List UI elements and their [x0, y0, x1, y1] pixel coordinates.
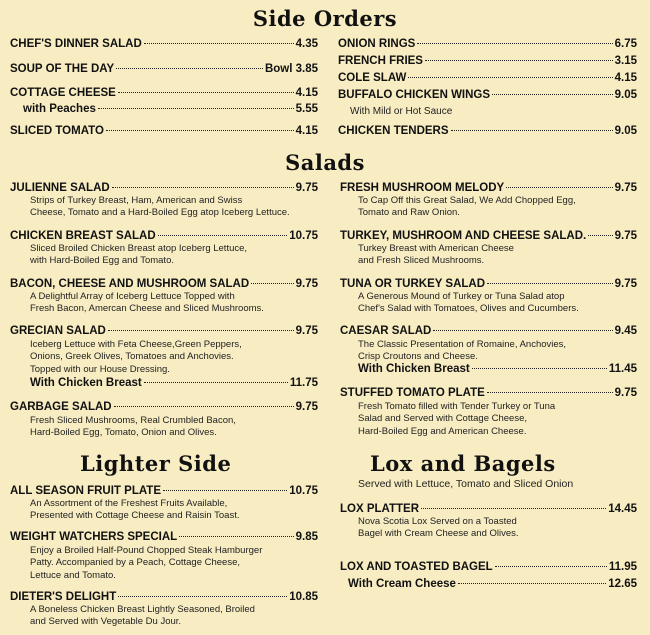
item-description: Fresh Tomato filled with Tender Turkey or Tuna Salad and Served with Cottage Cheese, Hard-Boiled Egg and American Cheese. [358, 401, 556, 437]
item-name: FRENCH FRIES [338, 55, 423, 67]
leader-dots [144, 43, 294, 44]
item-name: With Cream Cheese [348, 578, 456, 590]
menu-item [340, 182, 637, 194]
item-name: ONION RINGS [338, 38, 416, 50]
item-name: CAESAR SALAD [340, 325, 432, 337]
item-description: A Delightful Array of Iceberg Lettuce Topped with Fresh Bacon, Amercan Cheese and Sliced Mushrooms. [30, 291, 264, 315]
leader-dots [433, 330, 612, 331]
item-name: GARBAGE SALAD [10, 401, 112, 413]
item-name: CHICKEN BREAST SALAD [10, 230, 156, 242]
item-description: The Classic Presentation of Romaine, Anchovies, Crisp Croutons and Cheese. [358, 339, 567, 363]
item-price: 9.75 [295, 325, 318, 337]
item-name: GRECIAN SALAD [10, 325, 106, 337]
item-price: 5.55 [295, 103, 318, 115]
item-name: TUNA OR TURKEY SALAD [340, 278, 486, 290]
item-price: 9.85 [295, 531, 318, 543]
leader-dots [506, 187, 612, 188]
menu-item [340, 387, 637, 399]
item-name: TURKEY, MUSHROOM AND CHEESE SALAD. [340, 230, 587, 242]
menu-item [10, 278, 318, 290]
item-name: STUFFED TOMATO PLATE [340, 387, 485, 399]
leader-dots [492, 94, 613, 95]
item-description: With Mild or Hot Sauce [350, 106, 453, 117]
item-name: CHICKEN TENDERS [338, 125, 449, 137]
menu-item [340, 561, 637, 573]
item-description: Fresh Sliced Mushrooms, Real Crumbled Bacon, Hard-Boiled Egg, Tomato, Onion and Olives. [30, 415, 236, 439]
menu-item [10, 63, 318, 75]
item-name: COTTAGE CHEESE [10, 87, 116, 99]
menu-item [10, 230, 318, 242]
menu-item [338, 38, 637, 50]
menu-item [10, 182, 318, 194]
item-name: DIETER'S DELIGHT [10, 591, 117, 603]
leader-dots [158, 235, 288, 236]
item-name: JULIENNE SALAD [10, 182, 110, 194]
item-price: 11.95 [608, 561, 637, 573]
item-name: COLE SLAW [338, 72, 407, 84]
item-description: A Generous Mound of Turkey or Tuna Salad atop Chef's Salad with Tomatoes, Olives and Cucumbers. [358, 291, 579, 315]
menu-item [10, 125, 318, 137]
item-price: 9.75 [295, 401, 318, 413]
item-price: 4.15 [614, 72, 637, 84]
item-price: 9.05 [614, 125, 637, 137]
lox-bagels-heading: Lox and Bagels [370, 451, 556, 476]
leader-dots [425, 60, 613, 61]
item-price: 11.45 [608, 363, 637, 375]
item-name: WEIGHT WATCHERS SPECIAL [10, 531, 178, 543]
menu-item [340, 230, 637, 242]
item-description: Strips of Turkey Breast, Ham, American and Swiss Cheese, Tomato and a Hard-Boiled Egg atop Iceberg Lettuce. [30, 195, 290, 219]
leader-dots [108, 330, 294, 331]
menu-item [340, 503, 637, 515]
item-name: LOX AND TOASTED BAGEL [340, 561, 493, 573]
item-price: Bowl 3.85 [264, 63, 318, 75]
leader-dots [472, 368, 607, 369]
item-price: 6.75 [614, 38, 637, 50]
leader-dots [163, 490, 287, 491]
menu-item [340, 325, 637, 337]
leader-dots [144, 382, 288, 383]
item-price: 9.45 [614, 325, 637, 337]
leader-dots [487, 392, 613, 393]
item-description: To Cap Off this Great Salad, We Add Chopped Egg, Tomato and Raw Onion. [358, 195, 576, 219]
menu-item [10, 325, 318, 337]
item-price: 4.15 [295, 87, 318, 99]
salads-heading: Salads [285, 150, 365, 175]
item-price: 9.75 [614, 387, 637, 399]
leader-dots [251, 283, 293, 284]
item-name: SLICED TOMATO [10, 125, 104, 137]
item-price: 9.75 [295, 278, 318, 290]
leader-dots [458, 583, 606, 584]
side-orders-heading: Side Orders [252, 6, 398, 31]
menu-item [10, 531, 318, 543]
leader-dots [451, 130, 613, 131]
menu-item [10, 591, 318, 603]
section-subtitle: Served with Lettuce, Tomato and Sliced Onion [358, 478, 574, 490]
item-price: 10.75 [289, 485, 318, 497]
menu-item [10, 485, 318, 497]
menu-item [340, 278, 637, 290]
leader-dots [118, 92, 294, 93]
leader-dots [588, 235, 612, 236]
menu-item [338, 125, 637, 137]
leader-dots [417, 43, 612, 44]
leader-dots [98, 108, 294, 109]
item-price: 9.75 [614, 182, 637, 194]
menu-item [338, 89, 637, 101]
item-price: 14.45 [608, 503, 637, 515]
item-price: 9.75 [614, 230, 637, 242]
leader-dots [116, 68, 263, 69]
item-price: 3.15 [614, 55, 637, 67]
item-name: SOUP OF THE DAY [10, 63, 115, 75]
leader-dots [408, 77, 612, 78]
item-name: BUFFALO CHICKEN WINGS [338, 89, 491, 101]
item-price: 4.35 [295, 38, 318, 50]
menu-item-variant [358, 363, 637, 375]
item-name: CHEF'S DINNER SALAD [10, 38, 142, 50]
leader-dots [112, 187, 294, 188]
item-description: Iceberg Lettuce with Feta Cheese,Green Peppers, Onions, Greek Olives, Tomatoes and Anchovies. Topped with our House Dressing. [30, 339, 242, 375]
leader-dots [421, 508, 606, 509]
item-price: 9.05 [614, 89, 637, 101]
lighter-side-heading: Lighter Side [80, 451, 232, 476]
item-name: with Peaches [23, 103, 96, 115]
item-name: With Chicken Breast [30, 377, 142, 389]
item-name: FRESH MUSHROOM MELODY [340, 182, 505, 194]
leader-dots [487, 283, 613, 284]
menu-item-variant [348, 578, 637, 590]
item-price: 4.15 [295, 125, 318, 137]
item-name: BACON, CHEESE AND MUSHROOM SALAD [10, 278, 250, 290]
item-description: Enjoy a Broiled Half-Pound Chopped Steak Hamburger Patty. Accompanied by a Peach, Cottage Cheese, Lettuce and Tomato. [30, 545, 263, 581]
item-price: 11.75 [289, 377, 318, 389]
menu-item [10, 87, 318, 99]
menu-item-variant [30, 377, 318, 389]
item-name: LOX PLATTER [340, 503, 420, 515]
item-price: 10.85 [289, 591, 318, 603]
leader-dots [495, 566, 607, 567]
item-description: Turkey Breast with American Cheese and Fresh Sliced Mushrooms. [358, 243, 514, 267]
item-name: ALL SEASON FRUIT PLATE [10, 485, 161, 497]
item-description: Sliced Broiled Chicken Breast atop Iceberg Lettuce, with Hard-Boiled Egg and Tomato. [30, 243, 248, 267]
menu-item [10, 401, 318, 413]
item-price: 10.75 [289, 230, 318, 242]
item-description: Nova Scotia Lox Served on a Toasted Bagel with Cream Cheese and Olives. [358, 516, 519, 540]
leader-dots [114, 406, 294, 407]
leader-dots [118, 596, 287, 597]
menu-item-variant [23, 103, 318, 115]
menu-item [338, 55, 637, 67]
item-price: 9.75 [614, 278, 637, 290]
menu-item [338, 72, 637, 84]
leader-dots [106, 130, 294, 131]
item-price: 9.75 [295, 182, 318, 194]
item-price: 12.65 [608, 578, 637, 590]
menu-item [10, 38, 318, 50]
item-description: An Assortment of the Freshest Fruits Available, Presented with Cottage Cheese and Raisin Toast. [30, 498, 240, 522]
item-name: With Chicken Breast [358, 363, 470, 375]
leader-dots [179, 536, 293, 537]
item-description: A Boneless Chicken Breast Lightly Seasoned, Broiled and Served with Vegetable Du Jour. [30, 604, 255, 628]
